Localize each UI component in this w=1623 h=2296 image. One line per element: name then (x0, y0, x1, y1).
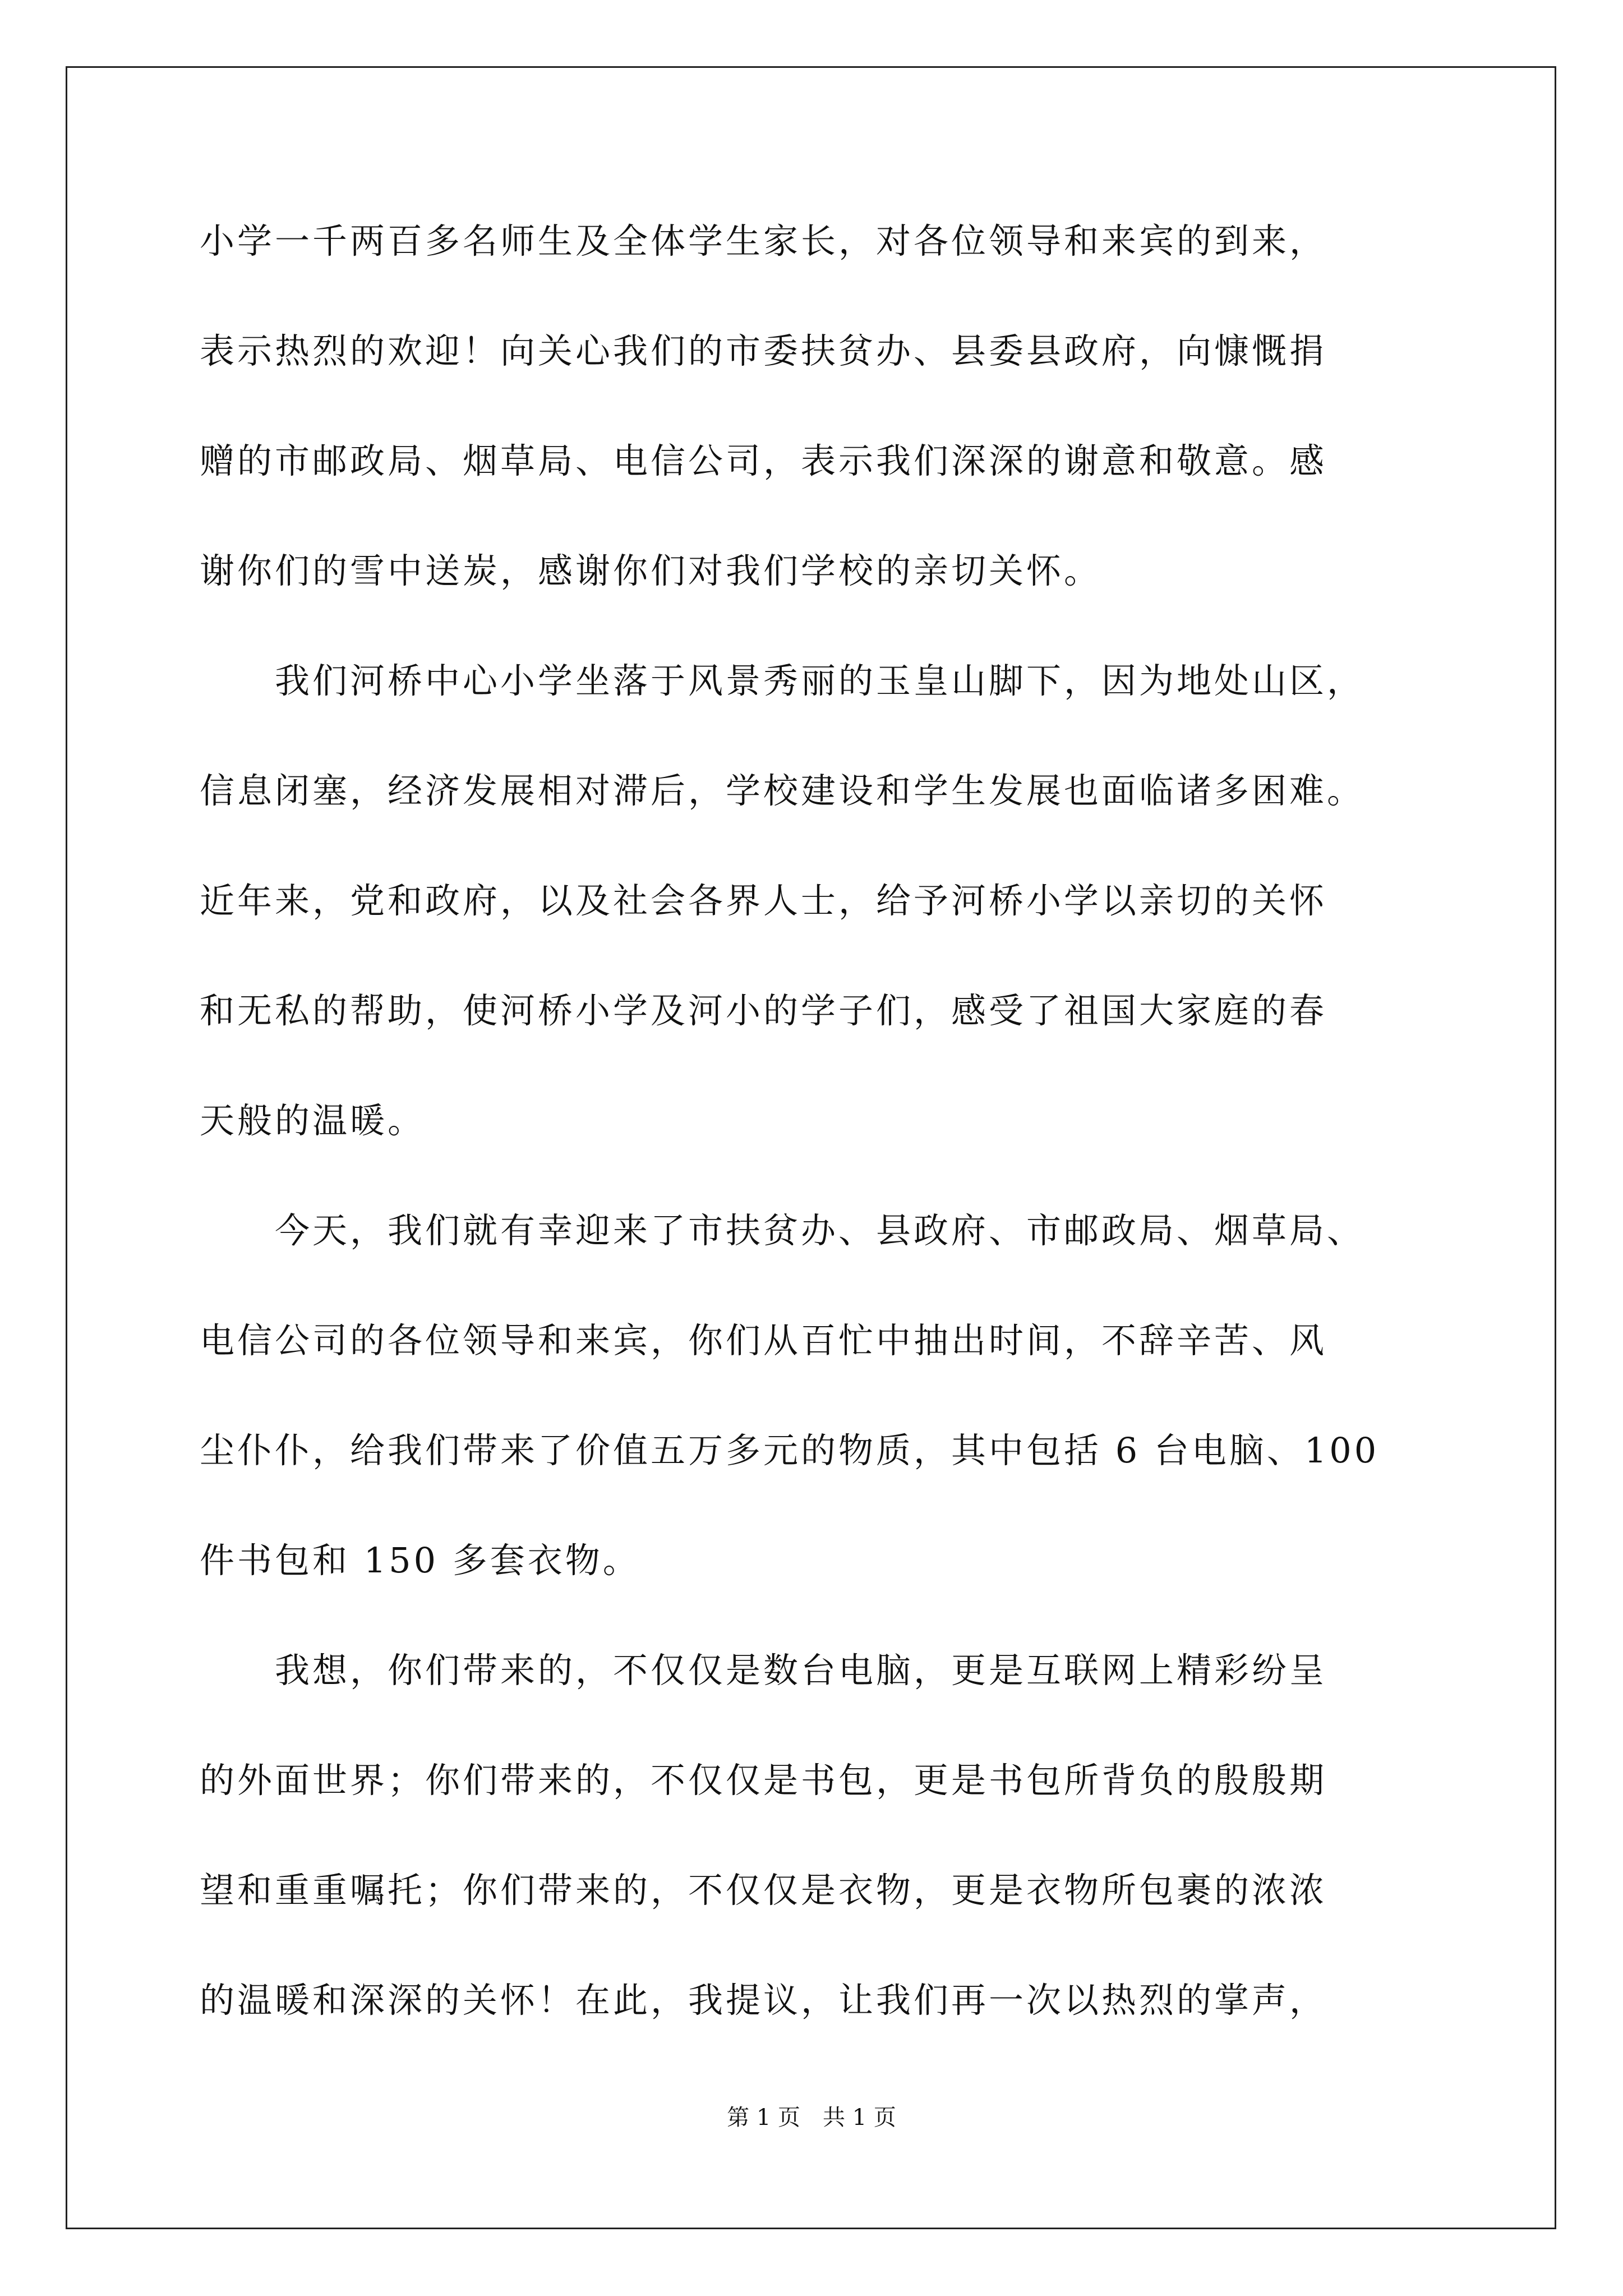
text-line: 赠的市邮政局、烟草局、电信公司，表示我们深深的谢意和敬意。感 (200, 440, 1327, 481)
text-line: 我们河桥中心小学坐落于风景秀丽的玉皇山脚下，因为地处山区， (200, 660, 1365, 701)
text-line: 信息闭塞，经济发展相对滞后，学校建设和学生发展也面临诸多困难。 (200, 770, 1365, 811)
text-line: 小学一千两百多名师生及全体学生家长，对各位领导和来宾的到来， (200, 220, 1327, 261)
text-line: 的温暖和深深的关怀！在此，我提议，让我们再一次以热烈的掌声， (200, 1980, 1327, 2021)
text-line: 天般的温暖。 (200, 1100, 426, 1141)
text-line: 今天，我们就有幸迎来了市扶贫办、县政府、市邮政局、烟草局、 (200, 1210, 1365, 1251)
text-line: 我想，你们带来的，不仅仅是数台电脑，更是互联网上精彩纷呈 (200, 1650, 1327, 1691)
text-line: 近年来，党和政府，以及社会各界人士，给予河桥小学以亲切的关怀 (200, 880, 1327, 921)
text-line: 尘仆仆，给我们带来了价值五万多元的物质，其中包括 6 台电脑、100 (200, 1430, 1380, 1471)
text-line: 件书包和 150 多套衣物。 (200, 1540, 640, 1581)
page-number-footer: 第 1 页 共 1 页 (727, 2105, 896, 2131)
text-line: 表示热烈的欢迎！向关心我们的市委扶贫办、县委县政府，向慷慨捐 (200, 330, 1327, 371)
text-line: 的外面世界；你们带来的，不仅仅是书包，更是书包所背负的殷殷期 (200, 1760, 1327, 1801)
text-line: 电信公司的各位领导和来宾，你们从百忙中抽出时间，不辞辛苦、风 (200, 1320, 1327, 1361)
text-line: 和无私的帮助，使河桥小学及河小的学子们，感受了祖国大家庭的春 (200, 990, 1327, 1031)
text-line: 谢你们的雪中送炭，感谢你们对我们学校的亲切关怀。 (200, 550, 1102, 591)
text-line: 望和重重嘱托；你们带来的，不仅仅是衣物，更是衣物所包裹的浓浓 (200, 1870, 1327, 1911)
